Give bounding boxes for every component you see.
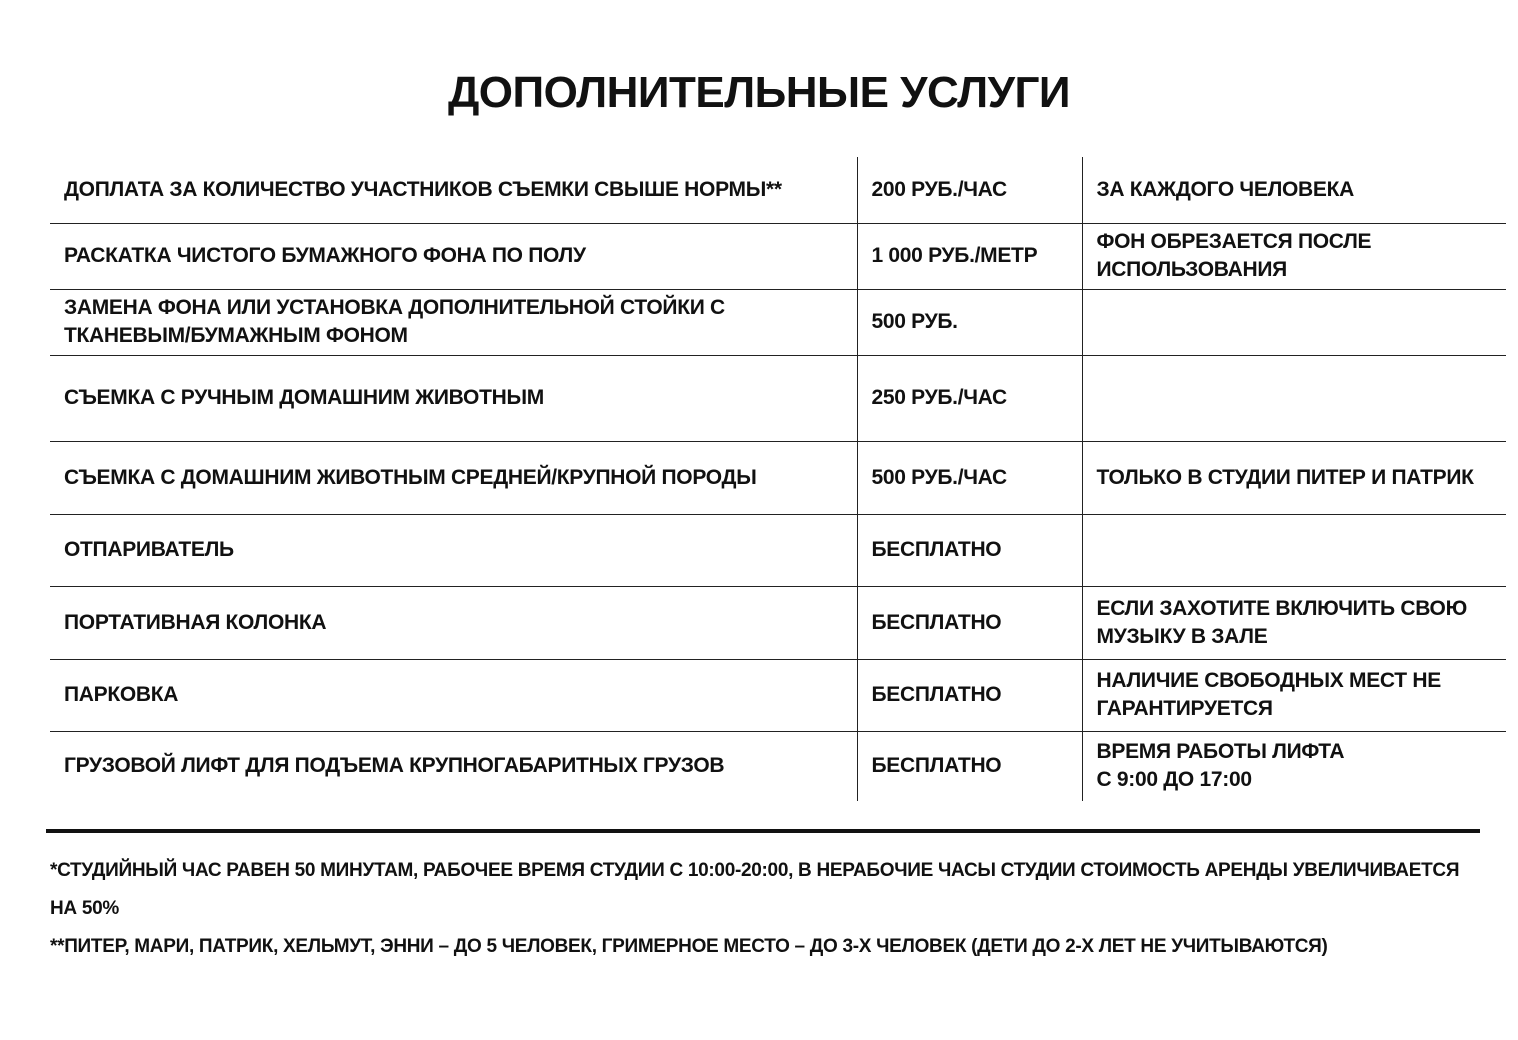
service-price: БЕСПЛАТНО: [857, 586, 1082, 659]
service-price: 1 000 РУБ./МЕТР: [857, 223, 1082, 289]
service-price: БЕСПЛАТНО: [857, 659, 1082, 731]
service-note: [1082, 514, 1506, 586]
footnote-studio-hour: *СТУДИЙНЫЙ ЧАС РАВЕН 50 МИНУТАМ, РАБОЧЕЕ ВРЕМЯ СТУДИИ С 10:00-20:00, В НЕРАБОЧИЕ ЧАСЫ СТУДИИ СТОИМОСТЬ АРЕНДЫ УВЕЛИЧИВАЕТСЯ НА 50%: [50, 860, 1460, 919]
service-note: [1082, 355, 1506, 441]
service-price: БЕСПЛАТНО: [857, 731, 1082, 801]
divider: [46, 829, 1480, 833]
service-price: БЕСПЛАТНО: [857, 514, 1082, 586]
table-row: [50, 289, 1506, 355]
table-row: [50, 223, 1506, 289]
service-note: [1082, 289, 1506, 355]
table-row: [50, 731, 1506, 801]
service-name: ЗАМЕНА ФОНА ИЛИ УСТАНОВКА ДОПОЛНИТЕЛЬНОЙ СТОЙКИ С ТКАНЕВЫМ/БУМАЖНЫМ ФОНОМ: [50, 289, 857, 355]
service-note: НАЛИЧИЕ СВОБОДНЫХ МЕСТ НЕ ГАРАНТИРУЕТСЯ: [1082, 659, 1506, 731]
footnote-capacity: **ПИТЕР, МАРИ, ПАТРИК, ХЕЛЬМУТ, ЭННИ – ДО 5 ЧЕЛОВЕК, ГРИМЕРНОЕ МЕСТО – ДО 3-Х ЧЕЛОВЕК (ДЕТИ ДО 2-Х ЛЕТ НЕ УЧИТЫВАЮТСЯ): [50, 936, 1328, 957]
service-price: 500 РУБ./ЧАС: [857, 441, 1082, 514]
service-price: 200 РУБ./ЧАС: [857, 157, 1082, 223]
service-name: СЪЕМКА С РУЧНЫМ ДОМАШНИМ ЖИВОТНЫМ: [50, 355, 857, 441]
table-row: [50, 659, 1506, 731]
service-price: 250 РУБ./ЧАС: [857, 355, 1082, 441]
service-note: ВРЕМЯ РАБОТЫ ЛИФТА С 9:00 ДО 17:00: [1082, 731, 1506, 801]
service-name: ПОРТАТИВНАЯ КОЛОНКА: [50, 586, 857, 659]
table-row: [50, 157, 1506, 223]
table-row: [50, 441, 1506, 514]
table-row: [50, 586, 1506, 659]
service-name: ПАРКОВКА: [50, 659, 857, 731]
page-title: ДОПОЛНИТЕЛЬНЫЕ УСЛУГИ: [447, 68, 1071, 117]
service-note: ЕСЛИ ЗАХОТИТЕ ВКЛЮЧИТЬ СВОЮ МУЗЫКУ В ЗАЛЕ: [1082, 586, 1506, 659]
service-note: ТОЛЬКО В СТУДИИ ПИТЕР И ПАТРИК: [1082, 441, 1506, 514]
service-name: ДОПЛАТА ЗА КОЛИЧЕСТВО УЧАСТНИКОВ СЪЕМКИ СВЫШЕ НОРМЫ**: [50, 157, 857, 223]
table-row: [50, 514, 1506, 586]
services-table: [50, 157, 1506, 801]
service-note: ФОН ОБРЕЗАЕТСЯ ПОСЛЕ ИСПОЛЬЗОВАНИЯ: [1082, 223, 1506, 289]
service-note: ЗА КАЖДОГО ЧЕЛОВЕКА: [1082, 157, 1506, 223]
service-name: ГРУЗОВОЙ ЛИФТ ДЛЯ ПОДЪЕМА КРУПНОГАБАРИТНЫХ ГРУЗОВ: [64, 754, 725, 778]
service-name: РАСКАТКА ЧИСТОГО БУМАЖНОГО ФОНА ПО ПОЛУ: [50, 223, 857, 289]
service-name: ОТПАРИВАТЕЛЬ: [50, 514, 857, 586]
table-row: [50, 355, 1506, 441]
service-price: 500 РУБ.: [857, 289, 1082, 355]
service-name: СЪЕМКА С ДОМАШНИМ ЖИВОТНЫМ СРЕДНЕЙ/КРУПНОЙ ПОРОДЫ: [50, 441, 857, 514]
